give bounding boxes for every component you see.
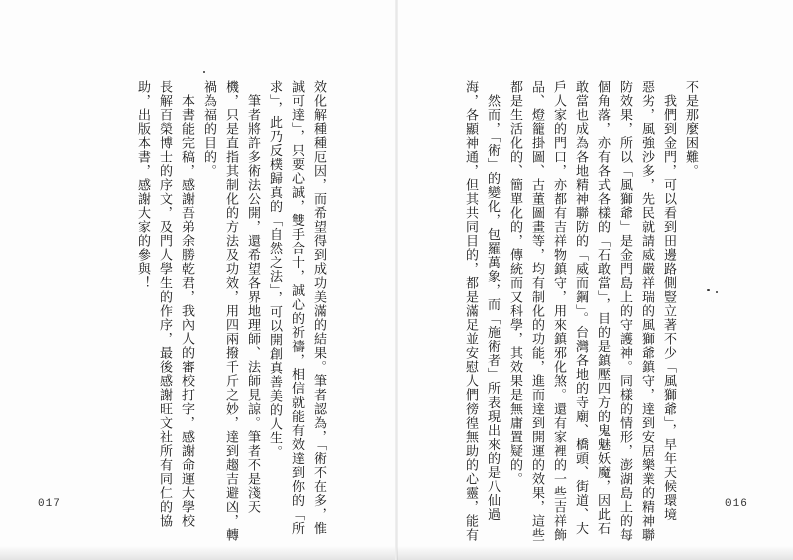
text-column: 品、燈籠掛圖、古董圖畫等，均有制化的功能，進而達到開運的效果，這些	[529, 80, 544, 542]
text-column: 海，各顯神通，但其共同目的，都是滿足並安慰人們徬徨無助的心靈，能有	[463, 80, 478, 542]
right-page	[397, 0, 793, 560]
text-column: 然而，「術」的變化，包羅萬象，而「施術者」所表現出來的是八仙過	[485, 80, 500, 522]
text-column: 惡劣，風強沙多，先民就請威嚴祥瑞的風獅爺鎮守，達到安居樂業的精神聯	[639, 80, 654, 542]
page-edge-shadow	[0, 546, 396, 560]
text-column: 誠可達」，只要心誠，雙手合十，誠心的祈禱，相信就能有效達到你的「所	[289, 80, 304, 536]
page-number: 016	[725, 498, 748, 510]
text-column: 長解百榮博士的序文，及門人學生的作序，最後感謝旺文社所有同仁的協	[157, 80, 172, 528]
left-page	[0, 0, 396, 560]
print-speck	[707, 289, 710, 291]
text-column: 我們到金門，可以看到田邊路側豎立著不少「風獅爺」，早年天候環境	[661, 80, 676, 522]
text-column: 個角落，亦有各式各樣的「石敢當」，目的是鎮壓四方的鬼魅妖魔，因此石	[595, 80, 610, 536]
page-number: 017	[38, 498, 61, 510]
text-column: 筆者將許多術法公開，還希望各界地理師、法師見諒。筆者不是淺天	[245, 80, 260, 514]
page-edge-shadow	[397, 546, 793, 560]
text-column: 不是那麼困難。	[683, 80, 698, 178]
print-speck	[716, 291, 718, 293]
text-column: 戶人家的門口，亦都有吉祥物鎮守，用來鎮邪化煞。還有家裡的一些吉祥飾	[551, 80, 566, 542]
text-column: 效化解種種厄因，而希望得到成功美滿的結果。筆者認為，「術不在多，惟	[311, 80, 326, 536]
text-column: 禍為福的目的。	[201, 80, 216, 178]
text-column: 防效果，所以「風獅爺」是金門島上的守護神。同樣的情形，澎湖島上的每	[617, 80, 632, 542]
text-column: 求」，此乃反樸歸真的「自然之法」，可以開創真善美的人生。	[267, 80, 282, 459]
text-column: 敢當也成為各地精神聯防的「威而鋼」。台灣各地的寺廟、橋頭、街道、大	[573, 80, 588, 536]
text-column: 機，只是直指其制化的方法及功效，用四兩撥千斤之妙，達到趨吉避凶，轉	[223, 80, 238, 542]
text-column: 都是生活化的、簡單化的，傳統而又科學，其效果是無庸置疑的。	[507, 80, 522, 486]
print-speck	[203, 71, 205, 73]
text-column: 本書能完稿，感謝吾弟余勝乾君，我內人的審校打字，感謝命運大學校	[179, 80, 194, 528]
text-column: 助，出版本書，感謝大家的參與！	[135, 80, 150, 290]
